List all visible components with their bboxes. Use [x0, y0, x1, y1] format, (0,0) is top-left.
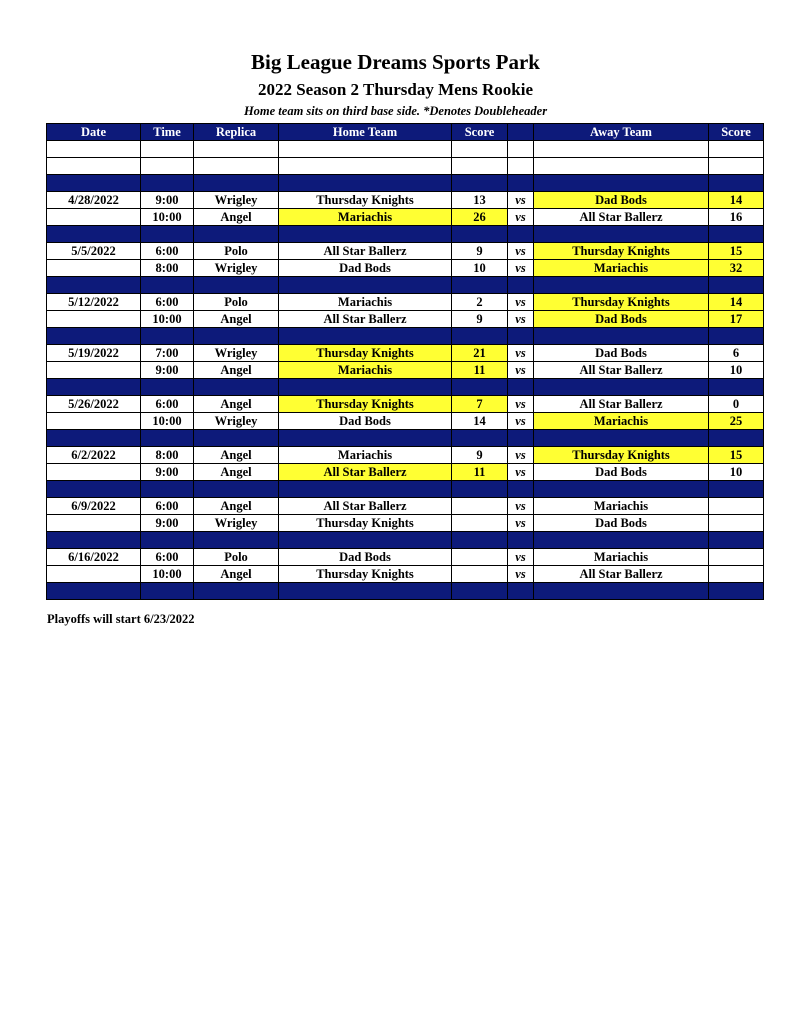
replica-cell: Angel — [194, 311, 279, 328]
home-team-cell: Dad Bods — [279, 413, 452, 430]
date-cell: 6/9/2022 — [47, 498, 141, 515]
away-score-cell: 14 — [709, 192, 764, 209]
separator-cell — [47, 328, 141, 345]
game-row — [47, 566, 764, 583]
separator-cell — [508, 379, 534, 396]
empty-cell — [452, 158, 508, 175]
table-header-row — [47, 124, 764, 141]
game-row — [47, 260, 764, 277]
empty-cell — [279, 158, 452, 175]
separator-cell — [508, 328, 534, 345]
vs-cell: vs — [508, 447, 534, 464]
col-header-home-team: Home Team — [279, 124, 452, 141]
separator-cell — [452, 481, 508, 498]
away-score-cell: 17 — [709, 311, 764, 328]
separator-cell — [279, 277, 452, 294]
home-team-cell: All Star Ballerz — [279, 311, 452, 328]
separator-cell — [141, 481, 194, 498]
separator-cell — [709, 379, 764, 396]
separator-cell — [194, 583, 279, 600]
empty-cell — [709, 158, 764, 175]
away-score-cell: 32 — [709, 260, 764, 277]
separator-cell — [452, 328, 508, 345]
separator-cell — [534, 481, 709, 498]
separator-cell — [452, 532, 508, 549]
separator-cell — [279, 583, 452, 600]
separator-cell — [279, 379, 452, 396]
blank-row — [47, 141, 764, 158]
separator-row — [47, 328, 764, 345]
vs-cell: vs — [508, 311, 534, 328]
date-cell — [47, 260, 141, 277]
away-team-cell: Dad Bods — [534, 192, 709, 209]
separator-cell — [534, 379, 709, 396]
separator-cell — [141, 583, 194, 600]
separator-cell — [709, 175, 764, 192]
away-score-cell: 25 — [709, 413, 764, 430]
empty-cell — [534, 141, 709, 158]
home-team-cell: Mariachis — [279, 362, 452, 379]
game-row — [47, 396, 764, 413]
home-score-cell: 21 — [452, 345, 508, 362]
home-team-cell: Dad Bods — [279, 260, 452, 277]
separator-cell — [452, 583, 508, 600]
home-score-cell: 10 — [452, 260, 508, 277]
vs-cell: vs — [508, 498, 534, 515]
away-score-cell: 15 — [709, 447, 764, 464]
separator-cell — [194, 175, 279, 192]
time-cell: 8:00 — [141, 260, 194, 277]
time-cell: 6:00 — [141, 549, 194, 566]
separator-row — [47, 481, 764, 498]
empty-cell — [534, 158, 709, 175]
replica-cell: Angel — [194, 396, 279, 413]
game-row — [47, 362, 764, 379]
game-row — [47, 311, 764, 328]
game-row — [47, 345, 764, 362]
col-header-vs — [508, 124, 534, 141]
separator-cell — [534, 277, 709, 294]
replica-cell: Polo — [194, 294, 279, 311]
replica-cell: Angel — [194, 362, 279, 379]
away-team-cell: All Star Ballerz — [534, 362, 709, 379]
separator-cell — [508, 277, 534, 294]
empty-cell — [47, 158, 141, 175]
separator-cell — [279, 175, 452, 192]
home-team-cell: Mariachis — [279, 294, 452, 311]
away-team-cell: Thursday Knights — [534, 294, 709, 311]
away-score-cell — [709, 498, 764, 515]
separator-cell — [534, 328, 709, 345]
separator-cell — [194, 379, 279, 396]
away-team-cell: Mariachis — [534, 260, 709, 277]
separator-cell — [279, 532, 452, 549]
separator-cell — [47, 379, 141, 396]
home-score-cell: 9 — [452, 311, 508, 328]
home-team-cell: Dad Bods — [279, 549, 452, 566]
away-score-cell — [709, 515, 764, 532]
date-cell: 6/2/2022 — [47, 447, 141, 464]
away-score-cell: 14 — [709, 294, 764, 311]
separator-cell — [194, 532, 279, 549]
away-score-cell — [709, 566, 764, 583]
empty-cell — [194, 158, 279, 175]
replica-cell: Wrigley — [194, 260, 279, 277]
vs-cell: vs — [508, 515, 534, 532]
date-cell — [47, 566, 141, 583]
date-cell: 5/12/2022 — [47, 294, 141, 311]
time-cell: 9:00 — [141, 192, 194, 209]
separator-cell — [534, 175, 709, 192]
replica-cell: Polo — [194, 549, 279, 566]
replica-cell: Angel — [194, 464, 279, 481]
empty-cell — [279, 141, 452, 158]
home-score-cell — [452, 549, 508, 566]
game-row — [47, 294, 764, 311]
game-row — [47, 209, 764, 226]
away-score-cell: 15 — [709, 243, 764, 260]
time-cell: 10:00 — [141, 311, 194, 328]
vs-cell: vs — [508, 566, 534, 583]
vs-cell: vs — [508, 396, 534, 413]
replica-cell: Wrigley — [194, 345, 279, 362]
time-cell: 9:00 — [141, 362, 194, 379]
home-score-cell: 11 — [452, 362, 508, 379]
separator-cell — [141, 328, 194, 345]
page-note: Home team sits on third base side. *Denotes Doubleheader — [243, 104, 548, 118]
date-cell — [47, 209, 141, 226]
date-cell — [47, 311, 141, 328]
separator-row — [47, 430, 764, 447]
home-team-cell: Thursday Knights — [279, 515, 452, 532]
separator-cell — [508, 430, 534, 447]
separator-cell — [534, 430, 709, 447]
replica-cell: Angel — [194, 209, 279, 226]
home-score-cell — [452, 515, 508, 532]
date-cell: 5/19/2022 — [47, 345, 141, 362]
away-team-cell: Thursday Knights — [534, 447, 709, 464]
separator-cell — [508, 481, 534, 498]
separator-cell — [709, 430, 764, 447]
separator-cell — [709, 532, 764, 549]
separator-row — [47, 583, 764, 600]
replica-cell: Angel — [194, 498, 279, 515]
replica-cell: Angel — [194, 447, 279, 464]
away-score-cell: 0 — [709, 396, 764, 413]
date-cell — [47, 464, 141, 481]
away-score-cell: 6 — [709, 345, 764, 362]
away-team-cell: Dad Bods — [534, 311, 709, 328]
vs-cell: vs — [508, 413, 534, 430]
col-header-home-score: Score — [452, 124, 508, 141]
col-header-replica: Replica — [194, 124, 279, 141]
separator-cell — [508, 226, 534, 243]
away-team-cell: All Star Ballerz — [534, 396, 709, 413]
vs-cell: vs — [508, 549, 534, 566]
home-team-cell: Thursday Knights — [279, 566, 452, 583]
separator-cell — [452, 430, 508, 447]
separator-row — [47, 175, 764, 192]
separator-cell — [452, 277, 508, 294]
replica-cell: Polo — [194, 243, 279, 260]
home-score-cell: 9 — [452, 243, 508, 260]
time-cell: 8:00 — [141, 447, 194, 464]
away-team-cell: Thursday Knights — [534, 243, 709, 260]
vs-cell: vs — [508, 345, 534, 362]
game-row — [47, 464, 764, 481]
home-team-cell: Mariachis — [279, 447, 452, 464]
home-score-cell: 2 — [452, 294, 508, 311]
away-team-cell: Dad Bods — [534, 515, 709, 532]
separator-cell — [194, 226, 279, 243]
separator-cell — [47, 277, 141, 294]
separator-cell — [709, 583, 764, 600]
date-cell — [47, 362, 141, 379]
vs-cell: vs — [508, 243, 534, 260]
date-cell: 6/16/2022 — [47, 549, 141, 566]
vs-cell: vs — [508, 192, 534, 209]
separator-cell — [508, 175, 534, 192]
empty-cell — [508, 158, 534, 175]
empty-cell — [47, 141, 141, 158]
separator-cell — [508, 583, 534, 600]
separator-cell — [141, 226, 194, 243]
page-title: Big League Dreams Sports Park — [251, 50, 540, 74]
game-row — [47, 498, 764, 515]
separator-cell — [47, 226, 141, 243]
time-cell: 6:00 — [141, 243, 194, 260]
away-team-cell: Dad Bods — [534, 464, 709, 481]
separator-cell — [534, 226, 709, 243]
separator-cell — [534, 532, 709, 549]
replica-cell: Wrigley — [194, 192, 279, 209]
home-score-cell: 7 — [452, 396, 508, 413]
away-team-cell: All Star Ballerz — [534, 566, 709, 583]
game-row — [47, 549, 764, 566]
away-team-cell: All Star Ballerz — [534, 209, 709, 226]
game-row — [47, 413, 764, 430]
time-cell: 10:00 — [141, 566, 194, 583]
vs-cell: vs — [508, 464, 534, 481]
home-team-cell: All Star Ballerz — [279, 464, 452, 481]
separator-cell — [194, 430, 279, 447]
separator-cell — [452, 175, 508, 192]
page-subtitle: 2022 Season 2 Thursday Mens Rookie — [257, 80, 534, 99]
separator-cell — [709, 226, 764, 243]
time-cell: 6:00 — [141, 498, 194, 515]
home-score-cell: 11 — [452, 464, 508, 481]
col-header-date: Date — [47, 124, 141, 141]
away-score-cell: 10 — [709, 362, 764, 379]
away-score-cell — [709, 549, 764, 566]
date-cell: 4/28/2022 — [47, 192, 141, 209]
game-row — [47, 447, 764, 464]
date-cell — [47, 515, 141, 532]
replica-cell: Wrigley — [194, 515, 279, 532]
game-row — [47, 243, 764, 260]
home-team-cell: Mariachis — [279, 209, 452, 226]
separator-row — [47, 226, 764, 243]
separator-cell — [279, 226, 452, 243]
time-cell: 6:00 — [141, 294, 194, 311]
home-score-cell: 14 — [452, 413, 508, 430]
date-cell: 5/26/2022 — [47, 396, 141, 413]
schedule-table — [46, 123, 764, 600]
separator-cell — [47, 583, 141, 600]
vs-cell: vs — [508, 260, 534, 277]
home-score-cell: 13 — [452, 192, 508, 209]
home-score-cell: 26 — [452, 209, 508, 226]
date-cell — [47, 413, 141, 430]
home-team-cell: Thursday Knights — [279, 345, 452, 362]
separator-cell — [452, 379, 508, 396]
away-score-cell: 10 — [709, 464, 764, 481]
game-row — [47, 192, 764, 209]
away-team-cell: Mariachis — [534, 498, 709, 515]
away-team-cell: Mariachis — [534, 413, 709, 430]
away-team-cell: Dad Bods — [534, 345, 709, 362]
empty-cell — [194, 141, 279, 158]
empty-cell — [709, 141, 764, 158]
separator-row — [47, 277, 764, 294]
time-cell: 9:00 — [141, 515, 194, 532]
empty-cell — [141, 158, 194, 175]
time-cell: 9:00 — [141, 464, 194, 481]
separator-cell — [194, 481, 279, 498]
empty-cell — [141, 141, 194, 158]
separator-cell — [47, 430, 141, 447]
separator-cell — [508, 532, 534, 549]
separator-cell — [279, 430, 452, 447]
separator-cell — [279, 481, 452, 498]
vs-cell: vs — [508, 294, 534, 311]
time-cell: 10:00 — [141, 413, 194, 430]
game-row — [47, 515, 764, 532]
separator-cell — [141, 175, 194, 192]
separator-cell — [47, 532, 141, 549]
separator-cell — [709, 277, 764, 294]
away-team-cell: Mariachis — [534, 549, 709, 566]
home-team-cell: Thursday Knights — [279, 192, 452, 209]
separator-cell — [141, 379, 194, 396]
separator-cell — [534, 583, 709, 600]
playoffs-note: Playoffs will start 6/23/2022 — [47, 612, 195, 626]
home-score-cell: 9 — [452, 447, 508, 464]
away-score-cell: 16 — [709, 209, 764, 226]
empty-cell — [508, 141, 534, 158]
separator-cell — [141, 277, 194, 294]
vs-cell: vs — [508, 209, 534, 226]
separator-row — [47, 532, 764, 549]
separator-cell — [194, 277, 279, 294]
separator-cell — [47, 175, 141, 192]
home-score-cell — [452, 566, 508, 583]
home-team-cell: Thursday Knights — [279, 396, 452, 413]
separator-cell — [709, 328, 764, 345]
separator-cell — [452, 226, 508, 243]
col-header-away-team: Away Team — [534, 124, 709, 141]
home-score-cell — [452, 498, 508, 515]
time-cell: 10:00 — [141, 209, 194, 226]
separator-row — [47, 379, 764, 396]
time-cell: 6:00 — [141, 396, 194, 413]
home-team-cell: All Star Ballerz — [279, 243, 452, 260]
replica-cell: Wrigley — [194, 413, 279, 430]
time-cell: 7:00 — [141, 345, 194, 362]
date-cell: 5/5/2022 — [47, 243, 141, 260]
separator-cell — [194, 328, 279, 345]
replica-cell: Angel — [194, 566, 279, 583]
separator-cell — [47, 481, 141, 498]
home-team-cell: All Star Ballerz — [279, 498, 452, 515]
separator-cell — [709, 481, 764, 498]
schedule-body — [47, 141, 764, 600]
separator-cell — [141, 430, 194, 447]
separator-cell — [141, 532, 194, 549]
col-header-time: Time — [141, 124, 194, 141]
vs-cell: vs — [508, 362, 534, 379]
blank-row — [47, 158, 764, 175]
separator-cell — [279, 328, 452, 345]
empty-cell — [452, 141, 508, 158]
col-header-away-score: Score — [709, 124, 764, 141]
